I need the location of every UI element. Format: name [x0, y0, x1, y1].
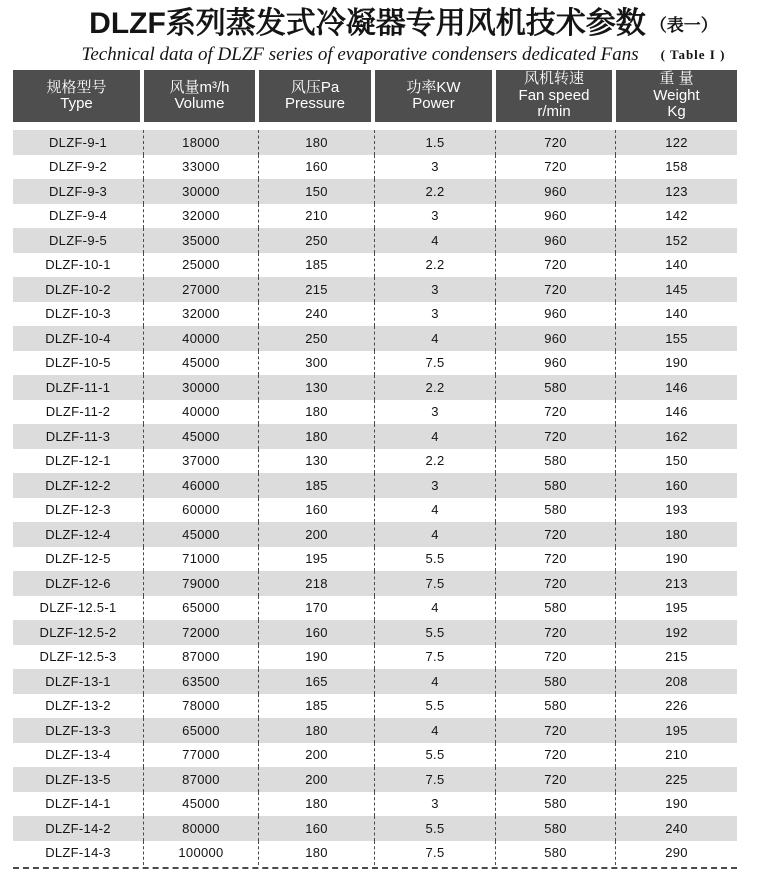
title-block [0, 0, 773, 66]
cell-power: 2.2 [375, 449, 496, 474]
cell-volume: 71000 [144, 547, 259, 572]
cell-weight: 155 [665, 330, 688, 346]
header-line: Volume [174, 95, 225, 112]
table-row [13, 277, 737, 302]
header-line: Pressure [284, 95, 346, 112]
cell-fan-speed: 960 [496, 302, 616, 327]
cell-power: 4 [375, 326, 496, 351]
cell-weight: 152 [665, 232, 688, 248]
cell-type: DLZF-10-5 [13, 351, 144, 376]
cell-power: 3 [375, 400, 496, 425]
cell-fan-speed: 960 [496, 179, 616, 204]
table-row [13, 228, 737, 253]
table-row [13, 767, 737, 792]
cell-weight: 193 [665, 502, 688, 518]
cell-pressure: 180 [259, 841, 375, 866]
cell-pressure: 180 [259, 130, 375, 155]
cell-pressure: 180 [259, 400, 375, 425]
cell-weight: 145 [665, 281, 688, 297]
cell-power: 4 [375, 522, 496, 547]
cell-type: DLZF-11-1 [13, 375, 144, 400]
cell-type: DLZF-10-3 [13, 302, 144, 327]
cell-pressure: 200 [259, 522, 375, 547]
table-bottom-rule [13, 867, 737, 869]
cell-weight: 215 [665, 649, 688, 665]
cell-pressure: 210 [259, 204, 375, 229]
cell-pressure: 130 [259, 449, 375, 474]
cell-pressure: 240 [259, 302, 375, 327]
cell-power: 4 [375, 424, 496, 449]
cell-volume: 45000 [144, 792, 259, 817]
cell-volume: 63500 [144, 669, 259, 694]
cell-fan-speed: 960 [496, 228, 616, 253]
header-line: 功率KW [406, 78, 461, 96]
cell-pressure: 130 [259, 375, 375, 400]
header-line: 重 量 [659, 70, 694, 88]
table-row [13, 596, 737, 621]
table-row [13, 179, 737, 204]
cell-weight: 208 [665, 673, 688, 689]
cell-type: DLZF-14-1 [13, 792, 144, 817]
table-row [13, 498, 737, 523]
cell-volume: 72000 [144, 620, 259, 645]
cell-volume: 87000 [144, 767, 259, 792]
cell-fan-speed: 580 [496, 669, 616, 694]
cell-volume: 40000 [144, 400, 259, 425]
cell-power: 5.5 [375, 694, 496, 719]
cell-pressure: 160 [259, 816, 375, 841]
table-row [13, 669, 737, 694]
cell-fan-speed: 720 [496, 277, 616, 302]
cell-weight: 180 [665, 526, 688, 542]
table-row [13, 620, 737, 645]
cell-pressure: 160 [259, 620, 375, 645]
cell-power: 5.5 [375, 547, 496, 572]
cell-type: DLZF-12-3 [13, 498, 144, 523]
table-row [13, 449, 737, 474]
header-cell-fan-speed [496, 70, 616, 122]
cell-volume: 37000 [144, 449, 259, 474]
cell-fan-speed: 720 [496, 645, 616, 670]
cell-pressure: 150 [259, 179, 375, 204]
cell-fan-speed: 580 [496, 596, 616, 621]
cell-fan-speed: 580 [496, 498, 616, 523]
table-row [13, 547, 737, 572]
table-row [13, 816, 737, 841]
page-title-zh: DLZF系列蒸发式冷凝器专用风机技术参数 [89, 7, 646, 40]
cell-volume: 35000 [144, 228, 259, 253]
cell-weight: 160 [665, 477, 688, 493]
table-row [13, 155, 737, 180]
cell-power: 4 [375, 596, 496, 621]
cell-power: 3 [375, 473, 496, 498]
cell-weight: 190 [665, 355, 688, 371]
cell-fan-speed: 960 [496, 351, 616, 376]
cell-weight: 146 [665, 379, 688, 395]
cell-weight: 290 [665, 845, 688, 861]
cell-pressure: 190 [259, 645, 375, 670]
cell-fan-speed: 720 [496, 400, 616, 425]
cell-power: 3 [375, 155, 496, 180]
header-line: 风压Pa [290, 78, 340, 96]
table-row [13, 645, 737, 670]
table-row [13, 400, 737, 425]
cell-type: DLZF-12-1 [13, 449, 144, 474]
cell-weight: 142 [665, 208, 688, 224]
header-line: Power [412, 95, 455, 112]
cell-type: DLZF-9-1 [13, 130, 144, 155]
cell-pressure: 250 [259, 228, 375, 253]
cell-type: DLZF-12-5 [13, 547, 144, 572]
cell-pressure: 218 [259, 571, 375, 596]
cell-type: DLZF-11-3 [13, 424, 144, 449]
cell-weight: 213 [665, 575, 688, 591]
cell-power: 5.5 [375, 743, 496, 768]
page-subtitle [34, 44, 773, 66]
header-cell-pressure [259, 70, 375, 122]
table-row [13, 571, 737, 596]
cell-volume: 87000 [144, 645, 259, 670]
cell-power: 5.5 [375, 620, 496, 645]
cell-pressure: 180 [259, 424, 375, 449]
cell-pressure: 200 [259, 743, 375, 768]
cell-power: 7.5 [375, 645, 496, 670]
cell-power: 3 [375, 302, 496, 327]
table-row [13, 473, 737, 498]
cell-type: DLZF-9-2 [13, 155, 144, 180]
cell-power: 2.2 [375, 253, 496, 278]
cell-weight: 146 [665, 404, 688, 420]
cell-volume: 80000 [144, 816, 259, 841]
cell-power: 4 [375, 718, 496, 743]
cell-volume: 30000 [144, 375, 259, 400]
cell-type: DLZF-12.5-3 [13, 645, 144, 670]
cell-pressure: 160 [259, 498, 375, 523]
cell-weight: 195 [665, 722, 688, 738]
header-line: 风机转速 [523, 70, 584, 88]
cell-pressure: 300 [259, 351, 375, 376]
cell-power: 5.5 [375, 816, 496, 841]
cell-pressure: 185 [259, 253, 375, 278]
header-line: r/min [537, 103, 571, 121]
cell-weight: 158 [665, 159, 688, 175]
cell-volume: 45000 [144, 522, 259, 547]
cell-weight: 195 [665, 600, 688, 616]
cell-type: DLZF-10-2 [13, 277, 144, 302]
table-row [13, 424, 737, 449]
table-row [13, 694, 737, 719]
cell-weight: 122 [665, 134, 688, 150]
cell-type: DLZF-11-2 [13, 400, 144, 425]
header-cell-volume [144, 70, 259, 122]
cell-volume: 100000 [144, 841, 259, 866]
cell-pressure: 180 [259, 792, 375, 817]
cell-weight: 210 [665, 747, 688, 763]
cell-power: 3 [375, 792, 496, 817]
cell-volume: 79000 [144, 571, 259, 596]
cell-power: 3 [375, 277, 496, 302]
cell-volume: 30000 [144, 179, 259, 204]
cell-volume: 45000 [144, 424, 259, 449]
cell-power: 2.2 [375, 375, 496, 400]
cell-volume: 65000 [144, 718, 259, 743]
cell-weight: 240 [665, 820, 688, 836]
cell-type: DLZF-13-3 [13, 718, 144, 743]
header-line: Kg [667, 103, 686, 121]
cell-volume: 32000 [144, 204, 259, 229]
header-line: 风量m³/h [169, 78, 230, 96]
cell-type: DLZF-10-1 [13, 253, 144, 278]
table-row [13, 253, 737, 278]
cell-power: 4 [375, 669, 496, 694]
header-cell-type [13, 70, 144, 122]
cell-pressure: 200 [259, 767, 375, 792]
cell-type: DLZF-12.5-1 [13, 596, 144, 621]
cell-fan-speed: 960 [496, 326, 616, 351]
cell-fan-speed: 580 [496, 375, 616, 400]
cell-weight: 140 [665, 257, 688, 273]
cell-weight: 162 [665, 428, 688, 444]
page-subtitle-en: Technical data of DLZF series of evaporative condensers dedicated Fans [81, 44, 639, 65]
cell-type: DLZF-12-2 [13, 473, 144, 498]
cell-fan-speed: 720 [496, 155, 616, 180]
table-row [13, 841, 737, 866]
cell-pressure: 215 [259, 277, 375, 302]
cell-fan-speed: 580 [496, 841, 616, 866]
cell-volume: 78000 [144, 694, 259, 719]
header-cell-weight [616, 70, 737, 122]
page-subtitle-table-number: ( Table I ) [660, 47, 726, 62]
cell-type: DLZF-10-4 [13, 326, 144, 351]
cell-fan-speed: 720 [496, 571, 616, 596]
cell-fan-speed: 720 [496, 424, 616, 449]
cell-power: 1.5 [375, 130, 496, 155]
table-row [13, 792, 737, 817]
cell-type: DLZF-14-2 [13, 816, 144, 841]
cell-fan-speed: 960 [496, 204, 616, 229]
table-body [13, 130, 737, 865]
table-row [13, 718, 737, 743]
table-row [13, 351, 737, 376]
cell-pressure: 180 [259, 718, 375, 743]
cell-power: 7.5 [375, 571, 496, 596]
cell-volume: 46000 [144, 473, 259, 498]
cell-power: 4 [375, 228, 496, 253]
page-title [34, 7, 773, 43]
header-line: 规格型号 [46, 78, 107, 96]
cell-volume: 18000 [144, 130, 259, 155]
table-row [13, 743, 737, 768]
cell-power: 4 [375, 498, 496, 523]
page-title-table-number: （表一） [649, 16, 718, 35]
cell-power: 7.5 [375, 841, 496, 866]
cell-weight: 123 [665, 183, 688, 199]
cell-type: DLZF-12.5-2 [13, 620, 144, 645]
header-line: Type [60, 95, 93, 112]
cell-fan-speed: 720 [496, 547, 616, 572]
cell-weight: 225 [665, 771, 688, 787]
cell-volume: 77000 [144, 743, 259, 768]
cell-pressure: 185 [259, 694, 375, 719]
cell-pressure: 195 [259, 547, 375, 572]
cell-type: DLZF-12-4 [13, 522, 144, 547]
cell-type: DLZF-9-3 [13, 179, 144, 204]
cell-fan-speed: 720 [496, 253, 616, 278]
cell-volume: 25000 [144, 253, 259, 278]
cell-volume: 27000 [144, 277, 259, 302]
cell-weight: 190 [665, 551, 688, 567]
cell-weight: 226 [665, 698, 688, 714]
table-row [13, 302, 737, 327]
cell-type: DLZF-13-4 [13, 743, 144, 768]
cell-type: DLZF-13-5 [13, 767, 144, 792]
header-cell-power [375, 70, 496, 122]
data-table [13, 70, 737, 869]
cell-fan-speed: 720 [496, 620, 616, 645]
cell-volume: 60000 [144, 498, 259, 523]
cell-type: DLZF-13-1 [13, 669, 144, 694]
table-row [13, 522, 737, 547]
cell-type: DLZF-13-2 [13, 694, 144, 719]
cell-power: 2.2 [375, 179, 496, 204]
header-row [13, 70, 737, 122]
cell-fan-speed: 720 [496, 743, 616, 768]
cell-weight: 192 [665, 624, 688, 640]
cell-type: DLZF-14-3 [13, 841, 144, 866]
cell-fan-speed: 580 [496, 473, 616, 498]
cell-volume: 33000 [144, 155, 259, 180]
cell-power: 7.5 [375, 767, 496, 792]
cell-volume: 40000 [144, 326, 259, 351]
cell-weight: 150 [665, 453, 688, 469]
cell-type: DLZF-12-6 [13, 571, 144, 596]
cell-volume: 65000 [144, 596, 259, 621]
cell-fan-speed: 580 [496, 792, 616, 817]
cell-volume: 45000 [144, 351, 259, 376]
cell-volume: 32000 [144, 302, 259, 327]
header-line: Fan speed [518, 86, 590, 104]
cell-pressure: 165 [259, 669, 375, 694]
cell-fan-speed: 580 [496, 816, 616, 841]
table-row [13, 326, 737, 351]
cell-fan-speed: 720 [496, 522, 616, 547]
cell-pressure: 160 [259, 155, 375, 180]
table-row [13, 204, 737, 229]
cell-type: DLZF-9-4 [13, 204, 144, 229]
cell-weight: 190 [665, 796, 688, 812]
cell-fan-speed: 580 [496, 449, 616, 474]
table-row [13, 375, 737, 400]
cell-fan-speed: 580 [496, 694, 616, 719]
cell-pressure: 250 [259, 326, 375, 351]
table-row [13, 130, 737, 155]
header-line: Weight [653, 86, 700, 104]
cell-power: 7.5 [375, 351, 496, 376]
cell-fan-speed: 720 [496, 718, 616, 743]
cell-pressure: 185 [259, 473, 375, 498]
cell-fan-speed: 720 [496, 767, 616, 792]
cell-type: DLZF-9-5 [13, 228, 144, 253]
cell-pressure: 170 [259, 596, 375, 621]
cell-power: 3 [375, 204, 496, 229]
cell-fan-speed: 720 [496, 130, 616, 155]
cell-weight: 140 [665, 306, 688, 322]
